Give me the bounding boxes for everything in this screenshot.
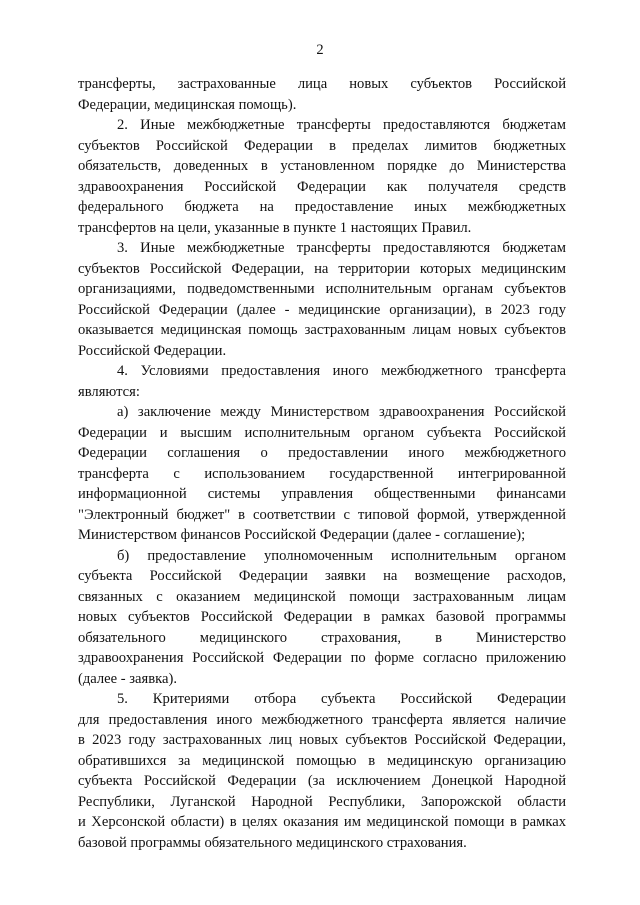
- text-line: Федерации, медицинская помощь).: [78, 96, 297, 113]
- text-line: трансфертов на цели, указанные в пункте 1 настоящих Правил.: [78, 219, 472, 236]
- text-line: а) заключение между Министерством здравоохранения Российской: [117, 404, 566, 420]
- text-line: (далее - заявка).: [78, 670, 177, 687]
- text-line: обратившихся за медицинской помощью в медицинскую организацию: [78, 752, 566, 769]
- text-line: 5. Критериями отбора субъекта Российской Федерации: [117, 691, 566, 707]
- text-line: Республики, Луганской Народной Республики, Запорожской области: [78, 793, 566, 810]
- text-line: являются:: [78, 383, 140, 400]
- text-line: в 2023 году застрахованных лиц новых субъектов Российской Федерации,: [78, 732, 566, 748]
- text-line: связанных с оказанием медицинской помощи застрахованным лицам: [78, 588, 566, 605]
- text-line: "Электронный бюджет" в соответствии с типовой формой, утвержденной: [78, 506, 566, 523]
- text-line: 3. Иные межбюджетные трансферты предоставляются бюджетам: [117, 240, 566, 256]
- text-line: 2. Иные межбюджетные трансферты предоставляются бюджетам: [117, 117, 566, 133]
- text-line: новых субъектов Российской Федерации в рамках базовой программы: [78, 609, 566, 625]
- text-line: здравоохранения Российской Федерации по форме согласно приложению: [78, 650, 566, 666]
- text-line: трансферта с использованием государственной интегрированной: [78, 465, 566, 482]
- text-line: субъектов Российской Федерации, на территории которых медицинским: [78, 260, 566, 277]
- text-line: базовой программы обязательного медицинского страхования.: [78, 834, 467, 851]
- text-line: трансферты, застрахованные лица новых субъектов Российской: [78, 76, 566, 92]
- text-line: субъектов Российской Федерации в пределах лимитов бюджетных: [78, 137, 566, 154]
- page-number: 2: [316, 42, 324, 58]
- text-line: федерального бюджета на предоставление иных межбюджетных: [78, 199, 566, 215]
- text-line: Федерации соглашения о предоставлении иного межбюджетного: [78, 445, 566, 461]
- text-line: 4. Условиями предоставления иного межбюджетного трансферта: [117, 363, 566, 379]
- document-body: [78, 74, 566, 853]
- text-line: оказывается медицинская помощь застрахованным лицам новых субъектов: [78, 322, 566, 338]
- text-line: субъекта Российской Федерации заявки на возмещение расходов,: [78, 568, 566, 584]
- text-line: информационной системы управления общественными финансами: [78, 486, 566, 502]
- text-line: для предоставления иного межбюджетного трансферта является наличие: [78, 711, 566, 728]
- text-line: б) предоставление уполномоченным исполнительным органом: [117, 547, 566, 564]
- text-line: Министерством финансов Российской Федерации (далее - соглашение);: [78, 527, 526, 543]
- text-line: Российской Федерации (далее - медицинские организации), в 2023 году: [78, 301, 566, 318]
- text-line: субъекта Российской Федерации (за исключением Донецкой Народной: [78, 773, 566, 789]
- text-line: и Херсонской области) в целях оказания им медицинской помощи в рамках: [78, 814, 566, 830]
- text-line: обязательств, доведенных в установленном порядке до Министерства: [78, 158, 566, 174]
- text-line: здравоохранения Российской Федерации как получателя средств: [78, 178, 566, 195]
- text-line: обязательного медицинского страхования, в Министерство: [78, 629, 566, 646]
- text-line: организациями, подведомственными исполнительным органам субъектов: [78, 281, 566, 297]
- text-line: Российской Федерации.: [78, 342, 227, 359]
- text-line: Федерации и высшим исполнительным органом субъекта Российской: [78, 424, 566, 441]
